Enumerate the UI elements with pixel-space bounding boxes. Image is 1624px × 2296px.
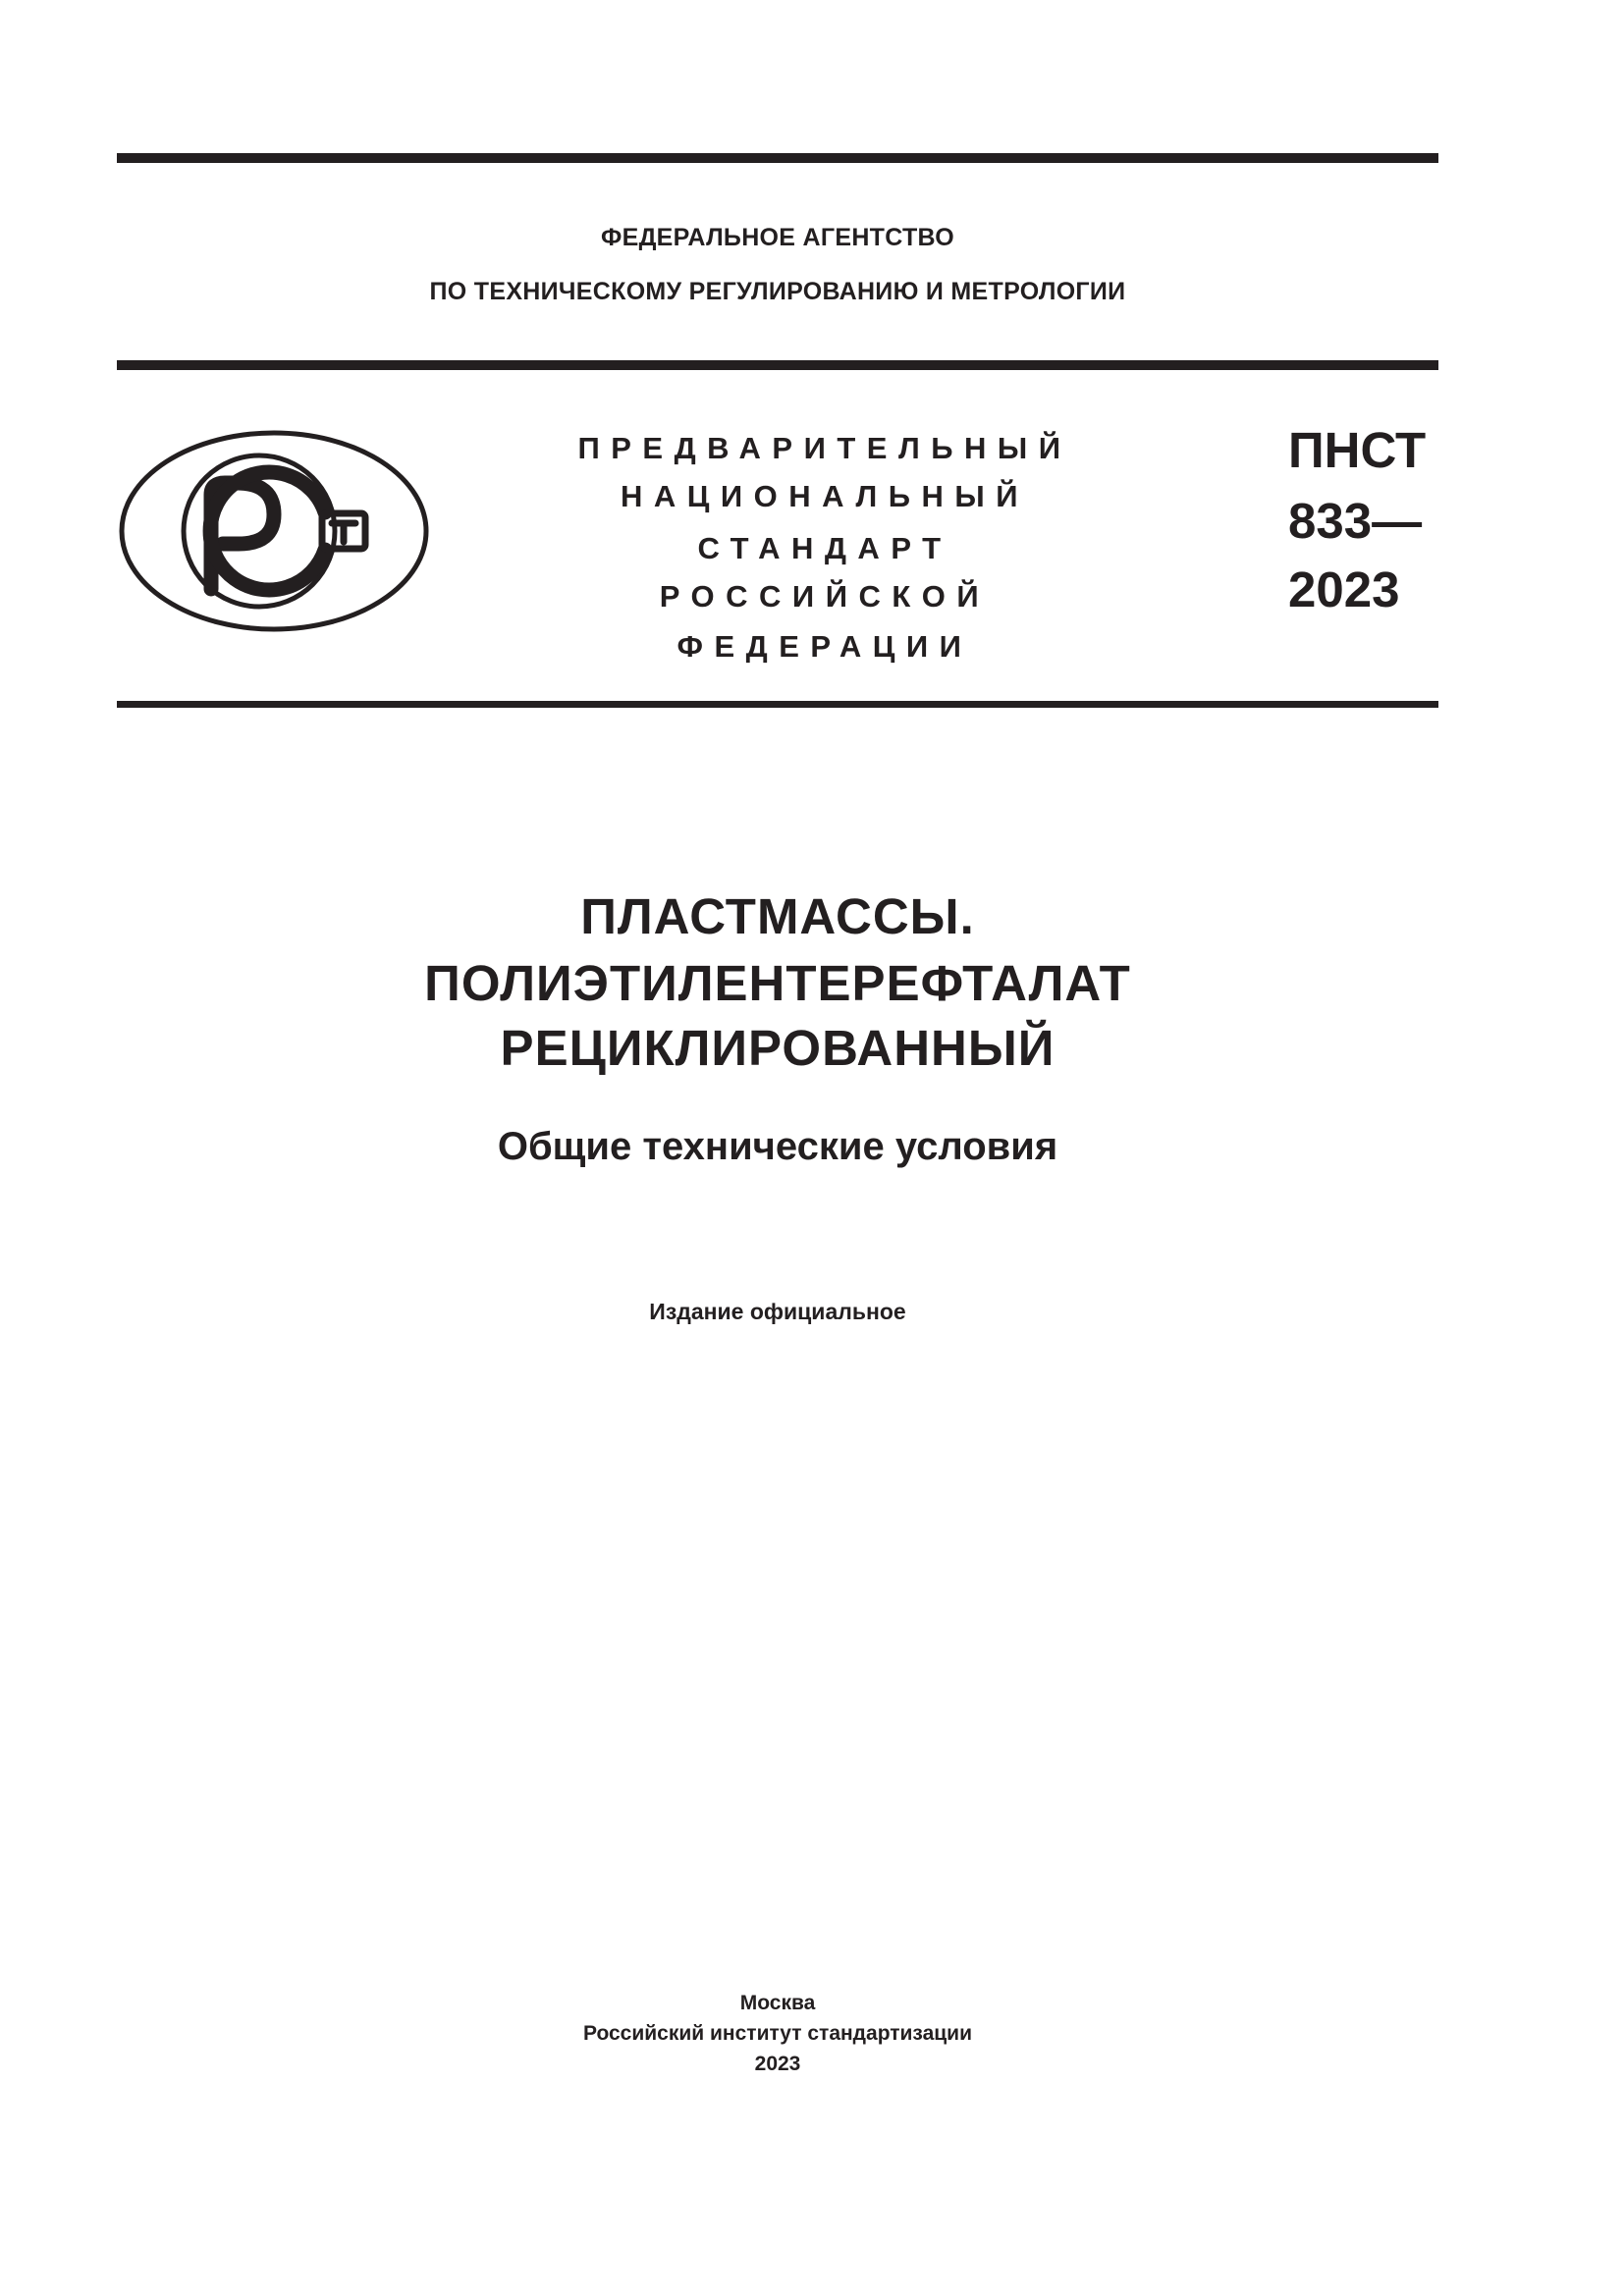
rst-gost-logo-icon	[117, 428, 431, 634]
document-subtitle: Общие технические условия	[497, 1125, 1058, 1168]
standard-type-line-1: ПРЕДВАРИТЕЛЬНЫЙ	[577, 431, 1072, 465]
imprint-publisher: Российский институт стандартизации	[582, 2022, 973, 2045]
standard-number-prefix: ПНСТ	[1288, 422, 1427, 478]
standard-number: 833—	[1288, 493, 1423, 549]
header-bottom-rule	[117, 701, 1438, 708]
imprint-year: 2023	[754, 2053, 801, 2075]
agency-name-line-1: ФЕДЕРАЛЬНОЕ АГЕНТСТВО	[600, 224, 955, 251]
agency-name-line-2: ПО ТЕХНИЧЕСКОМУ РЕГУЛИРОВАНИЮ И МЕТРОЛОГИИ	[429, 278, 1126, 305]
document-title-line-3: РЕЦИКЛИРОВАННЫЙ	[500, 1020, 1056, 1076]
standard-type-line-2: НАЦИОНАЛЬНЫЙ	[620, 479, 1030, 513]
standard-type-line-3: СТАНДАРТ	[697, 531, 952, 565]
standard-type-line-4: РОССИЙСКОЙ	[659, 579, 991, 614]
standard-type-line-5: ФЕДЕРАЦИИ	[677, 629, 973, 664]
standard-number-year: 2023	[1288, 561, 1400, 617]
header-divider-rule	[117, 360, 1438, 370]
imprint-city: Москва	[739, 1992, 816, 2014]
top-rule	[117, 153, 1438, 163]
edition-note: Издание официальное	[649, 1299, 906, 1324]
document-title-line-2: ПОЛИЭТИЛЕНТЕРЕФТАЛАТ	[424, 955, 1131, 1011]
document-title-line-1: ПЛАСТМАССЫ.	[580, 888, 975, 944]
